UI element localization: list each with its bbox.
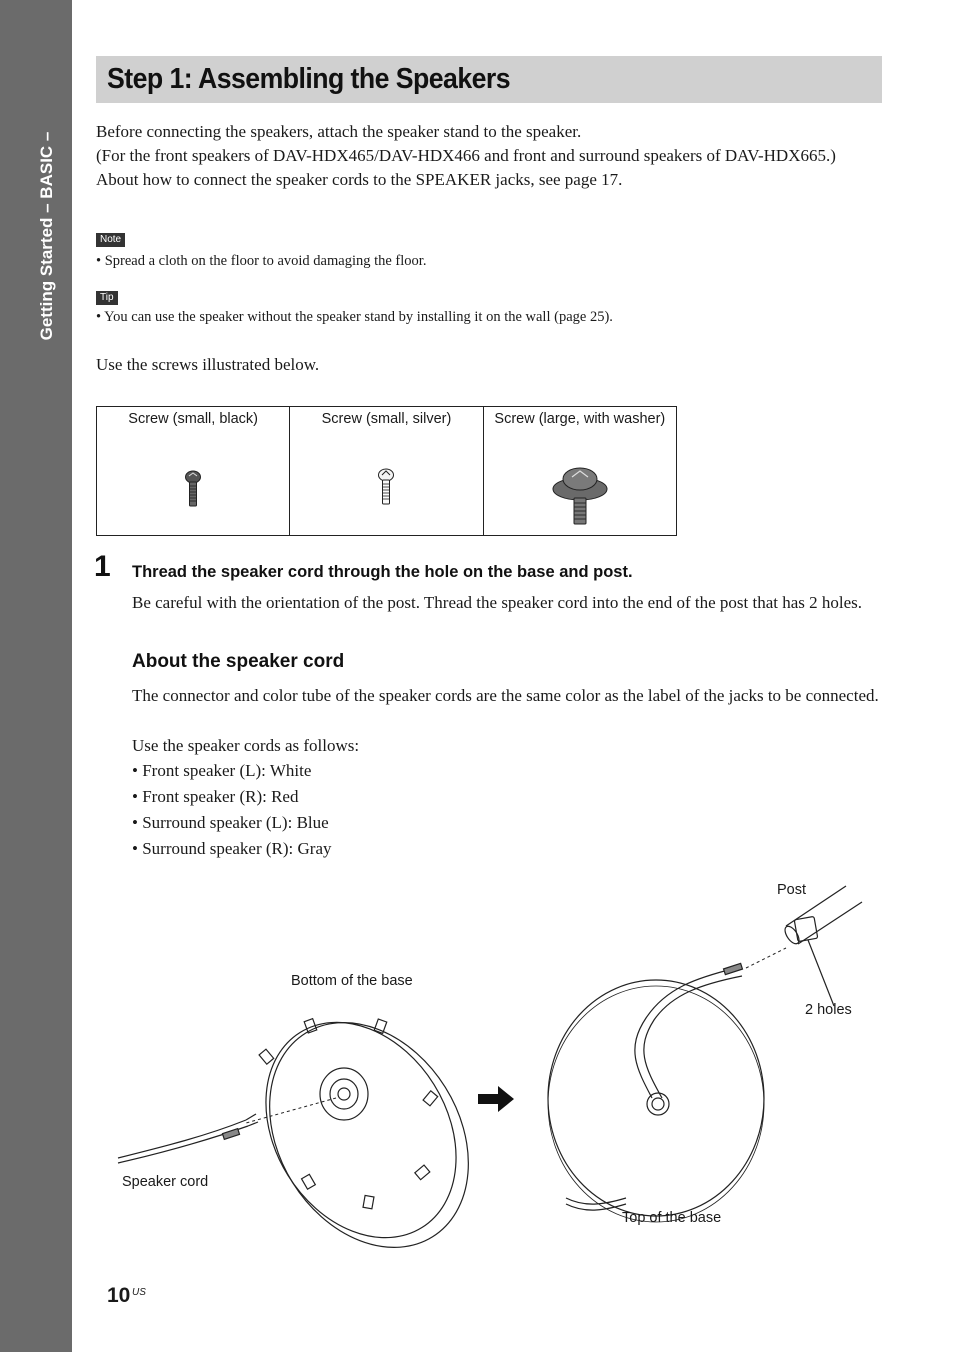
- step-number: 1: [94, 550, 111, 583]
- bottom-base-drawing: [227, 986, 509, 1248]
- screw-label: Screw (large, with washer): [494, 411, 666, 427]
- speaker-cord-label: Speaker cord: [122, 1174, 209, 1190]
- two-holes-label: 2 holes: [805, 1002, 852, 1018]
- black-small-screw-icon: [184, 469, 202, 509]
- top-base-drawing: [548, 948, 786, 1222]
- note-text: • Spread a cloth on the floor to avoid damaging the floor.: [96, 253, 427, 269]
- screws-table: [96, 406, 677, 536]
- assembly-illustration: [96, 868, 896, 1248]
- screw-label: Screw (small, black): [128, 411, 259, 427]
- screw-cell-large-washer: [483, 407, 676, 536]
- list-item: • Surround speaker (L): Blue: [132, 813, 329, 832]
- cord-color-list: [132, 758, 332, 862]
- bottom-base-label: Bottom of the base: [291, 973, 413, 989]
- intro-line-1: Before connecting the speakers, attach the speaker stand to the speaker.: [96, 122, 582, 141]
- intro-line-2: (For the front speakers of DAV-HDX465/DAV-HDX466 and front and surround speakers of DAV-HDX665.): [96, 146, 836, 165]
- post-label: Post: [777, 882, 807, 898]
- about-cord-para: [132, 684, 884, 707]
- title-bar: [96, 56, 882, 103]
- screws-intro: Use the screws illustrated below.: [96, 355, 320, 374]
- tip-text: • You can use the speaker without the speaker stand by installing it on the wall (page 25).: [96, 309, 613, 325]
- screw-label: Screw (small, silver): [321, 411, 452, 427]
- speaker-cord-drawing: [118, 1114, 258, 1163]
- list-item: • Surround speaker (R): Gray: [132, 839, 332, 858]
- step-body-text: Be careful with the orientation of the post. Thread the speaker cord into the end of the post that has 2 holes.: [132, 593, 863, 612]
- right-arrow-icon: [478, 1086, 514, 1112]
- intro-text: [96, 120, 886, 192]
- about-cord-text: The connector and color tube of the speaker cords are the same color as the label of the jacks to be connected.: [132, 686, 879, 705]
- screw-cell-small-black: [97, 407, 290, 536]
- note-tag: Note: [96, 233, 125, 247]
- list-item: • Front speaker (L): White: [132, 761, 312, 780]
- section-label: Getting Started – BASIC –: [37, 131, 56, 341]
- page-number: 10: [107, 1284, 131, 1307]
- step-heading: Thread the speaker cord through the hole on the base and post.: [132, 563, 633, 581]
- large-washer-screw-icon: [551, 463, 609, 527]
- post-drawing: [782, 886, 862, 1006]
- about-cord-usage-text: Use the speaker cords as follows:: [132, 736, 360, 755]
- section-sidebar: [0, 0, 72, 1352]
- list-item: • Front speaker (R): Red: [132, 787, 299, 806]
- page-region-suffix: US: [132, 1287, 146, 1298]
- step-body: [132, 591, 884, 614]
- page-title: Step 1: Assembling the Speakers: [107, 63, 511, 95]
- assembly-diagram: [96, 868, 896, 1248]
- tip-tag: Tip: [96, 291, 118, 305]
- about-cord-usage: [132, 734, 884, 757]
- silver-small-screw-icon: [377, 467, 395, 507]
- about-cord-heading: About the speaker cord: [132, 651, 345, 672]
- screw-cell-small-silver: [290, 407, 483, 536]
- intro-line-3: About how to connect the speaker cords to the SPEAKER jacks, see page 17.: [96, 170, 623, 189]
- top-base-label: Top of the base: [622, 1210, 722, 1226]
